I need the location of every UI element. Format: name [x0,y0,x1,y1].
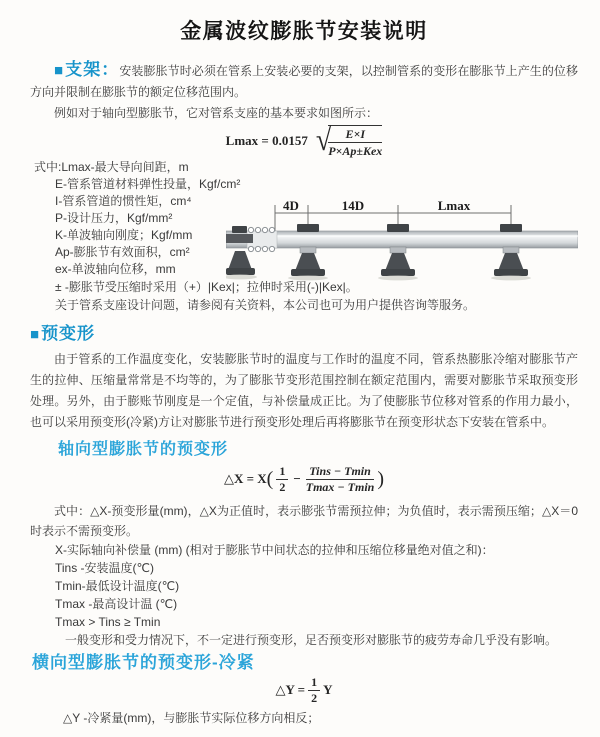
definition-line: Ap-膨胀节有效面积，cm² [55,245,190,259]
pipe [226,231,578,248]
definition-line: I-管系管道的惯性矩，cm⁴ [55,194,192,208]
blue-square-icon: ■ [54,62,65,79]
axial-predeform-heading: 轴向型膨胀节的预变形 [58,441,229,458]
fraction-numerator: E×I [328,126,382,143]
axial-note-line: 一般变形和受力情况下，不一定进行预变形，足否预变形对膨胀节的疲劳寿命几乎没有影响。 [65,633,558,647]
dim-label-lmax: Lmax [437,199,471,213]
fraction-denominator: 2 [279,479,286,494]
pipe-support-diagram [226,199,578,291]
axial-formula-explanation: 式中：△X-预变形量(mm)，△X为正值时，表示膨张节需预拉伸；为负值时，表示需预压缩；△X＝0时表示不需预变形。 [30,504,578,538]
predeform-paragraph: 由于管系的工作温度变化，安装膨胀节时的温度与工作时的温度不同，管系热膨胀冷缩对膨胀节产生的拉伸、压缩量常常是不均等的，为了膨胀节变形范围控制在额定范围内，需要对膨胀节采取预变形处理。另外，由于膨账节刚度是一个定值，与补偿量成正比。为了使膨胀节位移对管系的作用力最小，也可以采用预变形(冷紧)方让对膨胀节进行预变形处理后再将膨胀节在预变形状态下安装在管系中。 [30,352,578,429]
definition-line: K-单波轴向刚度；Kgf/mm [55,228,193,242]
support-intro-paragraph [30,59,578,103]
sqrt-fraction [328,125,382,158]
minus-operator: − [293,471,301,486]
axial-definition-line: Tmax -最高设计温 (℃) [55,597,178,611]
sqrt-radical-icon: √ [315,123,332,158]
support-intro-text: 安装膨胀节时必须在管系上安装必要的支架，以控制管系的变形在膨胀节上产生的位移方向并限制在膨胀节的额定位移范围内。 [30,64,578,99]
definition-line: E-管系管道材料弹性投量，Kgf/cm² [55,177,241,191]
fraction-numerator: 1 [308,676,320,691]
dim-label-14d: 14D [341,199,365,213]
support-section-heading [54,60,119,79]
lateral-definition-line: △Y -冷紧量(mm)，与膨胀节实际位移方向相反； [63,711,320,725]
plus-minus-note: ± -膨胀节受压缩时采用（+）|Kex|；拉伸时采用(-)|Kex|。 [55,280,358,294]
formula-lhs: △Y = [275,682,306,697]
one-half-fraction [276,465,288,494]
definition-line: P-设计压力，Kgf/mm² [55,211,173,225]
fraction-denominator: P×Ap±Kex [328,143,383,158]
predeform-section-heading [30,322,578,347]
definition-line: 式中:Lmax-最大导向间距，m [34,160,189,174]
predeform-heading-label: 预变形 [41,324,96,343]
open-paren: ( [266,468,274,490]
axial-predeform-formula [30,461,578,497]
page-title: 金属波纹膨胀节安装说明 [180,20,428,43]
guide-spacing-formula [30,123,578,159]
temperature-fraction [306,465,375,494]
lateral-predeform-formula [30,675,578,705]
definitions-and-diagram [30,159,578,278]
axial-definition-line: Tmin-最低设计温度(℃) [55,579,180,593]
fraction-denominator: 2 [311,690,318,705]
fraction-numerator: Tins − Tmin [306,465,375,480]
fraction-denominator: Tmax − Tmin [305,479,375,494]
close-paren: ) [377,468,385,490]
dim-label-4d: 4D [283,199,299,213]
formula-lhs: △X = X [223,471,267,486]
formula-lhs: Lmax = 0.0157 [225,133,308,148]
support-heading-label: 支架： [65,60,120,79]
blue-square-icon: ■ [30,326,41,343]
definition-line: ex-单波轴向位移，mm [55,262,176,276]
fraction-numerator: 1 [276,465,288,480]
anchor-support [226,226,257,279]
one-half-fraction [308,676,320,705]
axial-definition-line: Tmax > Tins ≥ Tmin [55,615,161,629]
support-service-note: 关于管系支座设计问题，请参阅有关资料，本公司也可为用户提供咨询等服务。 [55,298,476,312]
axial-definition-line: Tins -安装温度(℃) [55,561,155,575]
lateral-predeform-heading: 横向型膨胀节的预变形-冷紧 [32,653,255,672]
support-example-line: 例如对于轴向型膨胀节，它对管系支座的基本要求如图所示： [54,106,379,120]
formula-rhs: Y [323,682,333,697]
axial-definition-line: X-实际轴向补偿量 (mm) (相对于膨胀节中间状态的拉伸和压缩位移量绝对值之和)： [55,543,494,557]
